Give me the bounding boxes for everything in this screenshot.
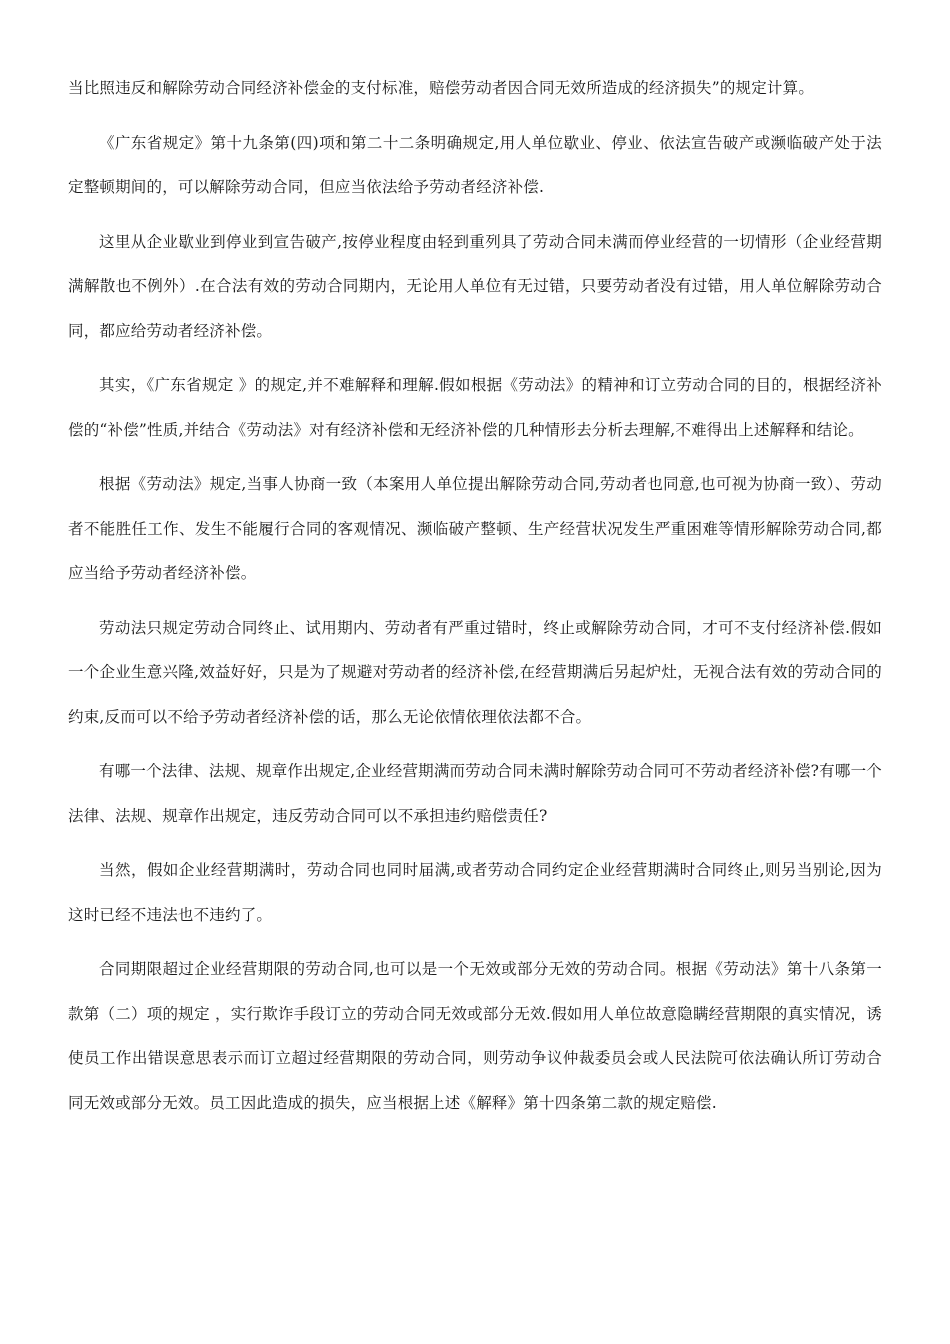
paragraph-4: 其实，《广东省规定 》的规定,并不难解释和理解.假如根据《劳动法》的精神和订立劳动合同的目的，根据经济补偿的“补偿”性质,并结合《劳动法》对有经济补偿和无经济补偿的几种情形去分析去理解,不难得出上述解释和结论。 [68,376,882,439]
paragraph-7: 有哪一个法律、法规、规章作出规定,企业经营期满而劳动合同未满时解除劳动合同可不劳动者经济补偿?有哪一个法律、法规、规章作出规定，违反劳动合同可以不承担违约赔偿责任? [68,762,882,825]
paragraph-6: 劳动法只规定劳动合同终止、试用期内、劳动者有严重过错时，终止或解除劳动合同，才可不支付经济补偿.假如一个企业生意兴隆,效益好好，只是为了规避对劳动者的经济补偿,在经营期满后另起炉灶，无视合法有效的劳动合同的约束,反而可以不给予劳动者经济补偿的话，那么无论依情依理依法都不合。 [68,618,882,726]
paragraph-9: 合同期限超过企业经营期限的劳动合同,也可以是一个无效或部分无效的劳动合同。根据《劳动法》第十八条第一款第（二）项的规定 ，实行欺诈手段订立的劳动合同无效或部分无效.假如用人单位故意隐瞒经营期限的真实情况，诱使员工作出错误意思表示而订立超过经营期限的劳动合同，则劳动争议仲裁委员会或人民法院可依法确认所订劳动合同无效或部分无效。员工因此造成的损失，应当根据上述《解释》第十四条第二款的规定赔偿. [68,960,882,1112]
paragraph-5: 根据《劳动法》规定,当事人协商一致（本案用人单位提出解除劳动合同,劳动者也同意,也可视为协商一致）、劳动者不能胜任工作、发生不能履行合同的客观情况、濒临破产整顿、生产经营状况发生严重困难等情形解除劳动合同,都应当给予劳动者经济补偿。 [68,475,882,582]
paragraph-8: 当然，假如企业经营期满时，劳动合同也同时届满,或者劳动合同约定企业经营期满时合同终止,则另当别论,因为这时已经不违法也不违约了。 [68,861,882,924]
paragraph-1: 当比照违反和解除劳动合同经济补偿金的支付标准，赔偿劳动者因合同无效所造成的经济损失”的规定计算。 [68,79,815,97]
paragraph-3: 这里从企业歇业到停业到宣告破产,按停业程度由轻到重列具了劳动合同未满而停业经营的一切情形（企业经营期满解散也不例外）.在合法有效的劳动合同期内，无论用人单位有无过错，只要劳动者没有过错，用人单位解除劳动合同，都应给劳动者经济补偿。 [68,232,882,340]
paragraph-2: 《广东省规定》第十九条第(四)项和第二十二条明确规定,用人单位歇业、停业、依法宣告破产或濒临破产处于法定整顿期间的，可以解除劳动合同，但应当依法给予劳动者经济补偿. [68,133,882,196]
document-body [68,66,882,1135]
